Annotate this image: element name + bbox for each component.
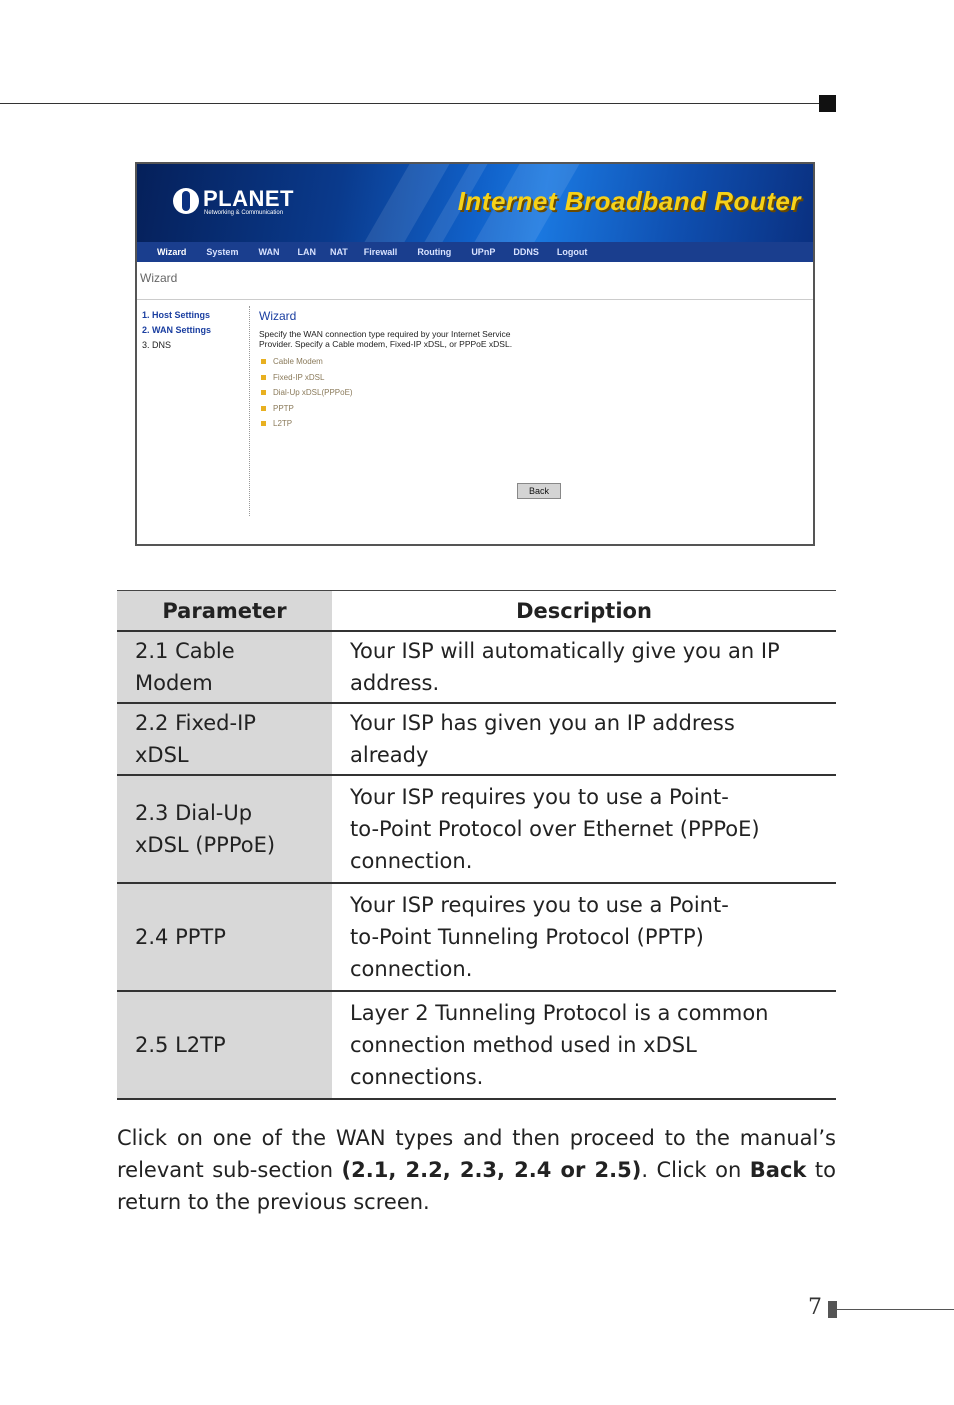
breadcrumb-divider: [137, 299, 813, 300]
nav-lan[interactable]: LAN: [297, 247, 316, 257]
bullet-icon: [261, 390, 266, 395]
nav-logout[interactable]: Logout: [556, 247, 588, 257]
step-dns: 3. DNS: [142, 340, 172, 350]
table-row: 2.2 Fixed-IP xDSL Your ISP has given you an IP address already: [117, 703, 836, 775]
instruction-paragraph: Click on one of the WAN types and then proceed to the manual’s relevant sub-section (2.1, 2.2, 2.3, 2.4 or 2.5). Click on Back to return to the previous screen.: [117, 1126, 836, 1214]
footer-rule: [837, 1309, 954, 1310]
nav-routing[interactable]: Routing: [417, 247, 452, 257]
bullet-icon: [261, 406, 266, 411]
header-marker: [819, 95, 836, 112]
table-row: 2.3 Dial-Up xDSL (PPPoE) Your ISP requires you to use a Point- to-Point Protocol over Ethernet (PPPoE) connection.: [117, 775, 836, 883]
banner-title: Internet Broadband Router: [457, 186, 801, 216]
nav-wizard[interactable]: Wizard: [157, 247, 187, 257]
step-host-settings[interactable]: 1. Host Settings: [142, 310, 211, 320]
page-number: 7: [808, 1295, 822, 1320]
nav-ddns[interactable]: DDNS: [513, 247, 539, 257]
wan-type-list: [259, 357, 539, 435]
header-parameter: Parameter: [117, 591, 332, 632]
planet-logo: PLANET Networking & Communication: [173, 186, 313, 226]
sidebar-divider: [249, 306, 250, 516]
wan-option-cable-modem[interactable]: Cable Modem: [259, 357, 539, 373]
wan-option-pptp[interactable]: PPTP: [259, 404, 539, 420]
footer-marker: [828, 1301, 837, 1318]
parameter-table: [117, 590, 836, 1100]
nav-nat[interactable]: NAT: [329, 247, 348, 257]
nav-wan[interactable]: WAN: [258, 247, 280, 257]
header-description: Description: [332, 591, 836, 632]
router-screenshot: [135, 162, 815, 546]
table-row: 2.4 PPTP Your ISP requires you to use a Point- to-Point Tunneling Protocol (PPTP) connection.: [117, 883, 836, 991]
wizard-instructions: Specify the WAN connection type required by your Internet Service Provider. Specify a Cable modem, Fixed-IP xDSL, or PPPoE xDSL.: [259, 329, 513, 349]
bullet-icon: [261, 421, 266, 426]
router-navbar: [137, 242, 813, 262]
table-row: 2.1 Cable Modem Your ISP will automatically give you an IP address.: [117, 631, 836, 703]
step-wan-settings[interactable]: 2. WAN Settings: [142, 325, 212, 335]
bullet-icon: [261, 375, 266, 380]
header-rule: [0, 103, 820, 104]
nav-system[interactable]: System: [206, 247, 239, 257]
planet-logo-icon: [173, 188, 199, 214]
wizard-title: Wizard: [259, 309, 297, 323]
wan-option-pppoe[interactable]: Dial-Up xDSL(PPPoE): [259, 388, 539, 404]
bullet-icon: [261, 359, 266, 364]
router-banner: [137, 164, 813, 242]
table-row: 2.5 L2TP Layer 2 Tunneling Protocol is a common connection method used in xDSL connections.: [117, 991, 836, 1099]
breadcrumb: Wizard: [140, 271, 178, 285]
nav-upnp[interactable]: UPnP: [471, 247, 496, 257]
wizard-steps: [142, 310, 211, 355]
wan-option-l2tp[interactable]: L2TP: [259, 419, 539, 435]
wizard-panel: [259, 309, 539, 435]
back-button[interactable]: Back: [517, 483, 561, 499]
wan-option-fixed-ip[interactable]: Fixed-IP xDSL: [259, 373, 539, 389]
nav-firewall[interactable]: Firewall: [363, 247, 398, 257]
